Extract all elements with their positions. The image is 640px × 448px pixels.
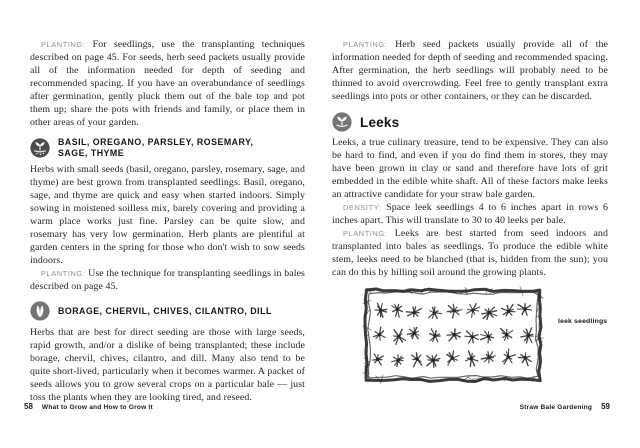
- section-body: Herbs with small seeds (basil, oregano, parsley, rosemary, sage, and thyme) are best grown from transplanted seedlings. Basil, oregano, sage, and thyme are quick and easy when started indoors. Simply sowing in moistened soilless mix, barely covering and providing a warm place works just fine. Parsley can be quite slow, and rosemary has very low germination. Herb plants are plentiful at garden centers in the spring for those who don't wish to sow seeds indoors.: [30, 164, 305, 266]
- planting-label: PLANTING:: [41, 269, 86, 278]
- paragraph-text: Leeks are best started from seed indoors and transplanted into bales as seedlings. To produce the edible white stem, leeks need to be blanched (that is, hidden from the sun); you can do this by hilling soil around the growing plants.: [332, 228, 609, 278]
- running-title: Straw Bale Gardening: [519, 404, 593, 411]
- illustration-caption: leek seedlings: [558, 318, 608, 325]
- leek-seedlings-illustration: [362, 286, 608, 385]
- section-title-line1: BASIL, OREGANO, PARSLEY, ROSEMARY,: [58, 137, 254, 147]
- seedling-sprout-icon: [30, 138, 50, 158]
- page-left-content: [30, 38, 305, 404]
- paragraph-text: For seedlings, use the transplanting techniques described on page 45. For seeds, herb seed packets usually provide all of the information needed for depth of seeding and recommended spacing. If you have an overabundance of seedlings after germination, gently pluck them out of the bale top and pot them up; share the pots with friends and family, or place them in other areas of your garden.: [30, 39, 306, 128]
- section-header-borage: [30, 301, 305, 321]
- paragraph-text: Herb seed packets usually provide all of the information needed for depth of seeding and recommended spacing. After germination, the herb seedlings will probably need to be thinned to avoid overcrowding. Feel free to gently transplant extra seedlings into pots or other containers, or they can be discarded.: [332, 39, 608, 102]
- section-header-basil: [30, 137, 305, 158]
- section-body: Herbs that are best for direct seeding are those with large seeds, rapid growth, and/or a dislike of being transplanted; these include borage, chervil, chives, cilantro, and dill. Many also tend to be quite short-lived, particularly when it becomes warmer. A packet of seeds allows you to grow several crops on a particular bale — just toss the plants when they are looking tired, and reseed.: [30, 327, 305, 403]
- planting-paragraph: [30, 38, 305, 129]
- planting-paragraph: [30, 267, 305, 293]
- paragraph-text: Use the technique for transplanting seedlings in bales described on page 45.: [30, 268, 305, 292]
- seed-leaves-icon: [30, 301, 50, 321]
- footer-right: [520, 402, 610, 411]
- planting-paragraph: [332, 38, 608, 103]
- seedling-sprout-icon: [332, 112, 352, 132]
- planting-label: PLANTING:: [343, 229, 388, 238]
- footer-left: [24, 402, 153, 411]
- page-number: 58: [24, 402, 33, 411]
- straw-bale-sketch: [362, 286, 544, 385]
- section-title: [58, 137, 253, 158]
- section-title-line2: SAGE, THYME: [58, 147, 125, 158]
- section-header-leeks: [332, 112, 608, 132]
- section-title: BORAGE, CHERVIL, CHIVES, CILANTRO, DILL: [58, 305, 272, 316]
- page-number: 59: [601, 402, 610, 411]
- planting-label: PLANTING:: [41, 40, 86, 49]
- section-body: Leeks, a true culinary treasure, tend to be expensive. They can also be hard to find, and even if you do find them in stores, they may have been grown in clay or sand and therefore have lots of grit embedded in the edible white shaft. All of these factors make leeks an attractive candidate for your straw bale garden.: [332, 137, 608, 200]
- density-label: DENSITY:: [343, 203, 382, 212]
- page-right: [320, 0, 640, 448]
- paragraph-text: Space leek seedlings 4 to 6 inches apart in rows 6 inches apart. This will translate to 30 to 40 leeks per bale.: [332, 202, 608, 226]
- page-right-content: [332, 38, 608, 385]
- running-title: What to Grow and How to Grow It: [41, 404, 153, 411]
- density-paragraph: [332, 201, 608, 227]
- section-title-leeks: Leeks: [360, 114, 400, 130]
- planting-paragraph: [332, 227, 608, 279]
- planting-label: PLANTING:: [343, 40, 388, 49]
